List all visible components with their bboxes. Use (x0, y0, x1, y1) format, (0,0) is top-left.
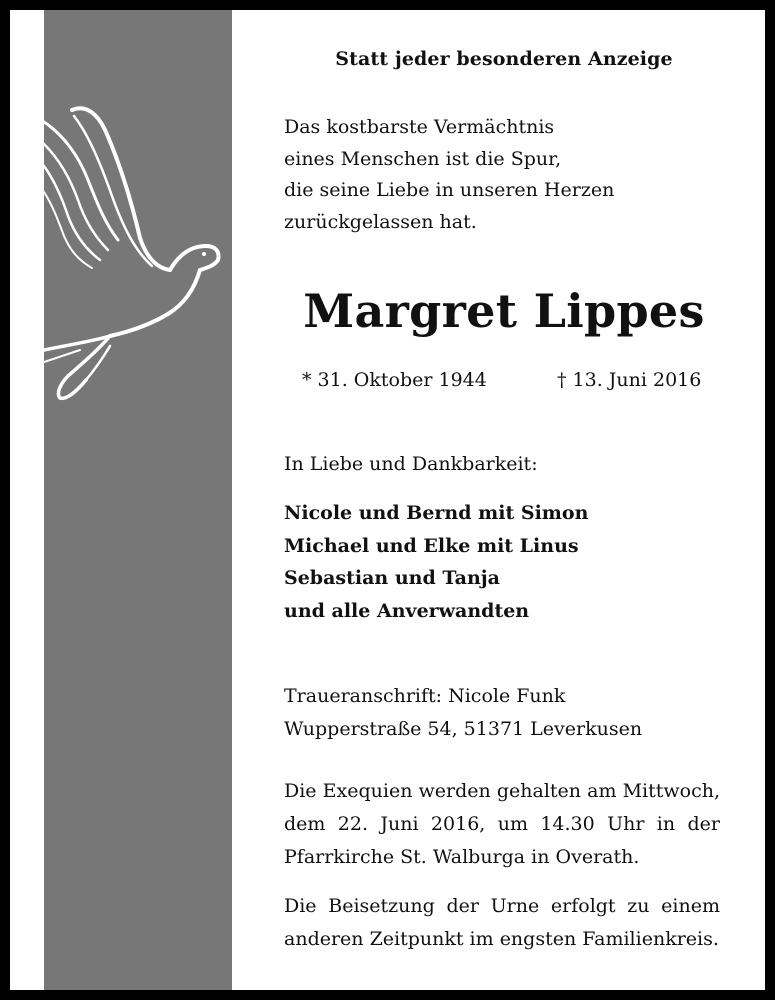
verse-line: die seine Liebe in unseren Herzen (284, 179, 615, 201)
verse-line: Das kostbarste Vermächtnis (284, 116, 555, 138)
dove-icon (44, 100, 232, 410)
mourning-address (284, 680, 642, 746)
mourner-line: Sebastian und Tanja (284, 567, 500, 589)
deceased-name: Margret Lippes (303, 284, 705, 338)
side-band (44, 10, 232, 990)
address-line: Wupperstraße 54, 51371 Leverkusen (284, 718, 643, 740)
burial-info: Die Beisetzung der Urne erfolgt zu einem anderen Zeitpunkt im engsten Familienkreis. (284, 895, 720, 950)
service-info: Die Exequien werden gehalten am Mittwoch, dem 22. Juni 2016, um 14.30 Uhr in der Pfarrkirche St. Walburga in Overath. (284, 780, 720, 868)
verse-line: zurückgelassen hat. (284, 210, 477, 233)
mourners-list (284, 497, 588, 627)
thanks-intro: In Liebe und Dankbarkeit: (284, 453, 538, 475)
notice-header: Statt jeder besonderen Anzeige (335, 48, 673, 70)
mourner-line: Michael und Elke mit Linus (284, 534, 579, 557)
verse-line: eines Menschen ist die Spur, (284, 147, 562, 170)
death-date: † 13. Juni 2016 (557, 369, 702, 391)
mourner-line: Nicole und Bernd mit Simon (284, 502, 589, 524)
mourner-line: und alle Anverwandten (284, 599, 530, 622)
address-line: Traueranschrift: Nicole Funk (284, 685, 566, 707)
memorial-verse (284, 112, 614, 238)
birth-date: * 31. Oktober 1944 (302, 369, 487, 391)
